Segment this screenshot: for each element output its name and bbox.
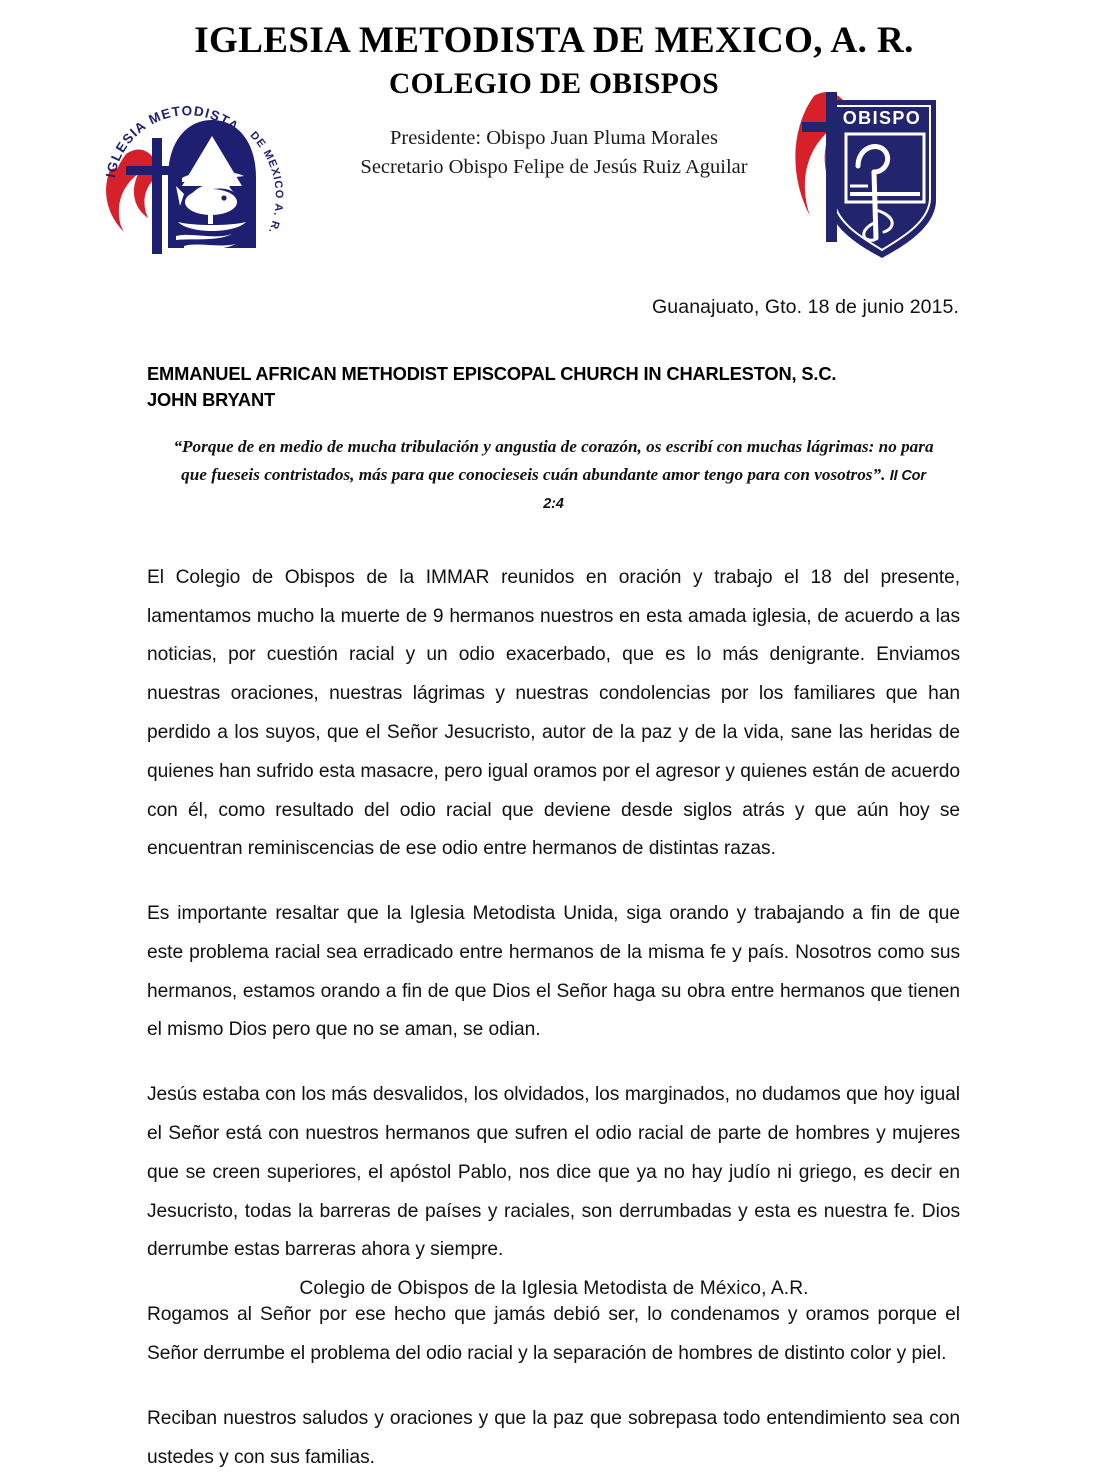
- signature-line: Colegio de Obispos de la Iglesia Metodista de México, A.R.: [299, 1278, 809, 1299]
- addressee-block: [147, 361, 960, 413]
- svg-text:IGLESIA METODISTA: IGLESIA METODISTA: [102, 103, 243, 179]
- secretary-line: Secretario Obispo Felipe de Jesús Ruiz Aguilar: [360, 155, 748, 178]
- dateline: Guanajuato, Gto. 18 de junio 2015.: [652, 296, 959, 318]
- paragraph: Rogamos al Señor por ese hecho que jamás debió ser, lo condenamos y oramos porque el Señor derrumbe el problema del odio racial y la separación de hombres de distinto color y piel.: [147, 1304, 960, 1364]
- organization-subtitle: COLEGIO DE OBISPOS: [389, 68, 719, 101]
- shield-label: OBISPO: [842, 108, 922, 128]
- scripture-text: “Porque de en medio de mucha tribulación y angustia de corazón, os escribí con muchas lágrimas: no para que fueseis contristados, más para que conocieseis cuán abundante amor tengo para con vosotros”.: [173, 437, 934, 485]
- paragraph: Reciban nuestros saludos y oraciones y que la paz que sobrepasa todo entendimiento sea con ustedes y con sus familias.: [147, 1407, 960, 1468]
- colegio-de-obispos-logo: [784, 82, 952, 266]
- letterhead: [0, 0, 1108, 272]
- paragraph: El Colegio de Obispos de la IMMAR reunidos en oración y trabajo el 18 del presente, lamentamos mucho la muerte de 9 hermanos nuestros en esta amada iglesia, de acuerdo a las noticias, por cuestión racial y un odio exacerbado, que es lo más denigrante. Enviamos nuestras oraciones, nuestras lágrimas y nuestras condolencias por los familiares que han perdido a los suyos, que el Señor Jesucristo, autor de la paz y de la vida, sane las heridas de quienes han sufrido esta masacre, pero igual oramos por el agresor y quienes están de acuerdo con él, como resultado del odio racial que deviene desde siglos atrás y que aún hoy se encuentran reminiscencias de ese odio entre hermanos de distintas razas.: [147, 566, 960, 860]
- president-line: Presidente: Obispo Juan Pluma Morales: [390, 126, 718, 149]
- scripture-reference: II Cor 2:4: [543, 468, 926, 513]
- addressee-organization: EMMANUEL AFRICAN METHODIST EPISCOPAL CHURCH IN CHARLESTON, S.C.: [147, 363, 837, 384]
- letter-paragraphs: [147, 559, 960, 1477]
- scripture-quote: [171, 433, 936, 517]
- addressee-person: JOHN BRYANT: [147, 389, 276, 411]
- organization-title: IGLESIA METODISTA DE MEXICO, A. R.: [194, 20, 914, 61]
- svg-text:DE MEXICO A. R.: DE MEXICO A. R.: [247, 129, 285, 236]
- fish-eye: [221, 195, 226, 200]
- paragraph: Es importante resaltar que la Iglesia Metodista Unida, siga orando y trabajando a fin de que este problema racial sea erradicado entre hermanos de la misma fe y país. Nosotros como sus hermanos, estamos orando a fin de que Dios el Señor haga su obra entre hermanos que tienen el mismo Dios pero que no se aman, se odian.: [147, 903, 960, 1041]
- paragraph: Jesús estaba con los más desvalidos, los olvidados, los marginados, no dudamos que hoy igual el Señor está con nuestros hermanos que sufren el odio racial de parte de hombres y mujeres que se creen superiores, el apóstol Pablo, nos dice que ya no hay judío ni griego, es decir en Jesucristo, todas la barreras de países y raciales, son derrumbadas y esta es nuestra fe. Dios derrumbe estas barreras ahora y siempre.: [147, 1084, 960, 1261]
- iglesia-metodista-de-mexico-logo: [96, 82, 292, 266]
